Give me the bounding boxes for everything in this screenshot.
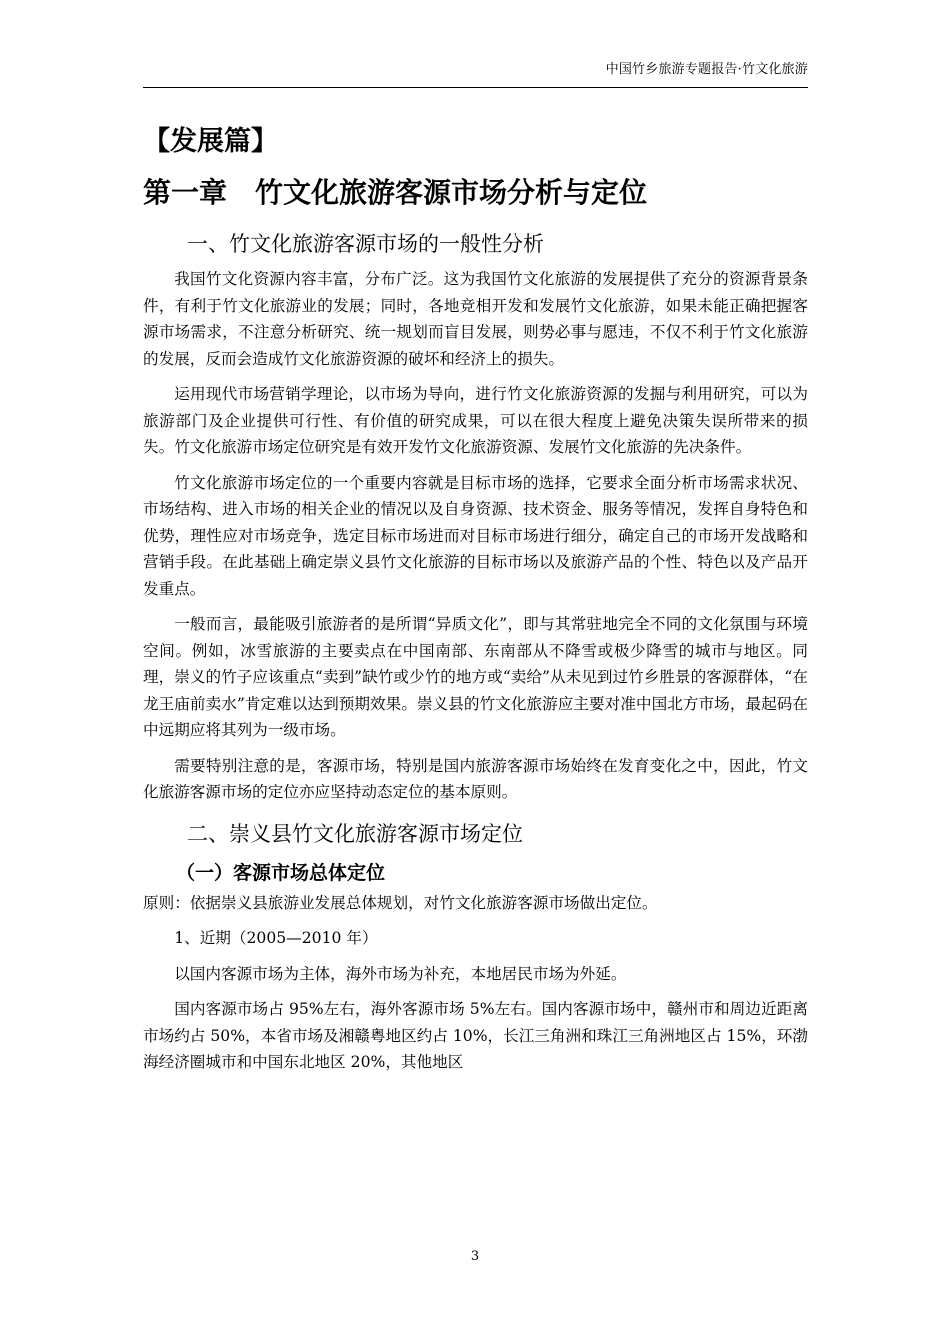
part-title: 【发展篇】: [143, 126, 278, 157]
section-2-paragraph-2: 国内客源市场占 95%左右，海外客源市场 5%左右。国内客源市场中，赣州市和周边近距离市场约占 50%，本省市场及湘赣粤地区约占 10%，长江三角洲和珠江三角洲地区占 15%，环渤海经济圈城市和中国东北地区 20%，其他地区: [143, 1000, 808, 1071]
section-1-paragraph-5: 需要特别注意的是，客源市场，特别是国内旅游客源市场始终在发育变化之中，因此，竹文化旅游客源市场的定位亦应坚持动态定位的基本原则。: [143, 756, 808, 801]
page-body: [143, 122, 808, 1085]
period-label: 1、近期（2005—2010 年）: [174, 929, 378, 947]
section-1-paragraph-3: 竹文化旅游市场定位的一个重要内容就是目标市场的选择，它要求全面分析市场需求状况、市场结构、进入市场的相关企业的情况以及自身资源、技术资金、服务等情况，发挥自身特色和优势，理性应对市场竞争，选定目标市场进而对目标市场进行细分，确定自己的市场开发战略和营销手段。在此基础上确定崇义县竹文化旅游的目标市场以及旅游产品的个性、特色以及产品开发重点。: [143, 473, 808, 598]
section-1-paragraph-2: 运用现代市场营销学理论，以市场为导向，进行竹文化旅游资源的发掘与利用研究，可以为旅游部门及企业提供可行性、有价值的研究成果，可以在很大程度上避免决策失误所带来的损失。竹文化旅游市场定位研究是有效开发竹文化旅游资源、发展竹文化旅游的先决条件。: [143, 385, 808, 456]
header-divider: [143, 87, 808, 88]
principle-paragraph: 原则：依据崇义县旅游业发展总体规划，对竹文化旅游客源市场做出定位。: [143, 893, 658, 912]
section-1-paragraph-4: 一般而言，最能吸引旅游者的是所谓“异质文化”，即与其常驻地完全不同的文化氛围与环境空间。例如，冰雪旅游的主要卖点在中国南部、东南部从不降雪或极少降雪的城市与地区。同理，崇义的竹子应该重点“卖到”缺竹或少竹的地方或“卖给”从未见到过竹乡胜景的客源群体，“在龙王庙前卖水”肯定难以达到预期效果。崇义县的竹文化旅游应主要对准中国北方市场，最起码在中远期应将其列为一级市场。: [143, 615, 808, 739]
chapter-title: 第一章 竹文化旅游客源市场分析与定位: [143, 176, 648, 209]
subsection-title: （一）客源市场总体定位: [176, 861, 386, 884]
section-2-title: 二、崇义县竹文化旅游客源市场定位: [187, 821, 523, 846]
section-1-paragraph-1: 我国竹文化资源内容丰富，分布广泛。这为我国竹文化旅游的发展提供了充分的资源背景条件，有利于竹文化旅游业的发展；同时，各地竞相开发和发展竹文化旅游，如果未能正确把握客源市场需求，不注意分析研究、统一规划而盲目发展，则势必事与愿违，不仅不利于竹文化旅游的发展，反而会造成竹文化旅游资源的破坏和经济上的损失。: [143, 270, 808, 368]
page-number: 3: [470, 1249, 480, 1264]
section-2-paragraph-1: 以国内客源市场为主体，海外市场为补充，本地居民市场为外延。: [174, 964, 627, 983]
running-header: 中国竹乡旅游专题报告·竹文化旅游: [605, 62, 808, 77]
section-1-title: 一、竹文化旅游客源市场的一般性分析: [187, 232, 544, 256]
